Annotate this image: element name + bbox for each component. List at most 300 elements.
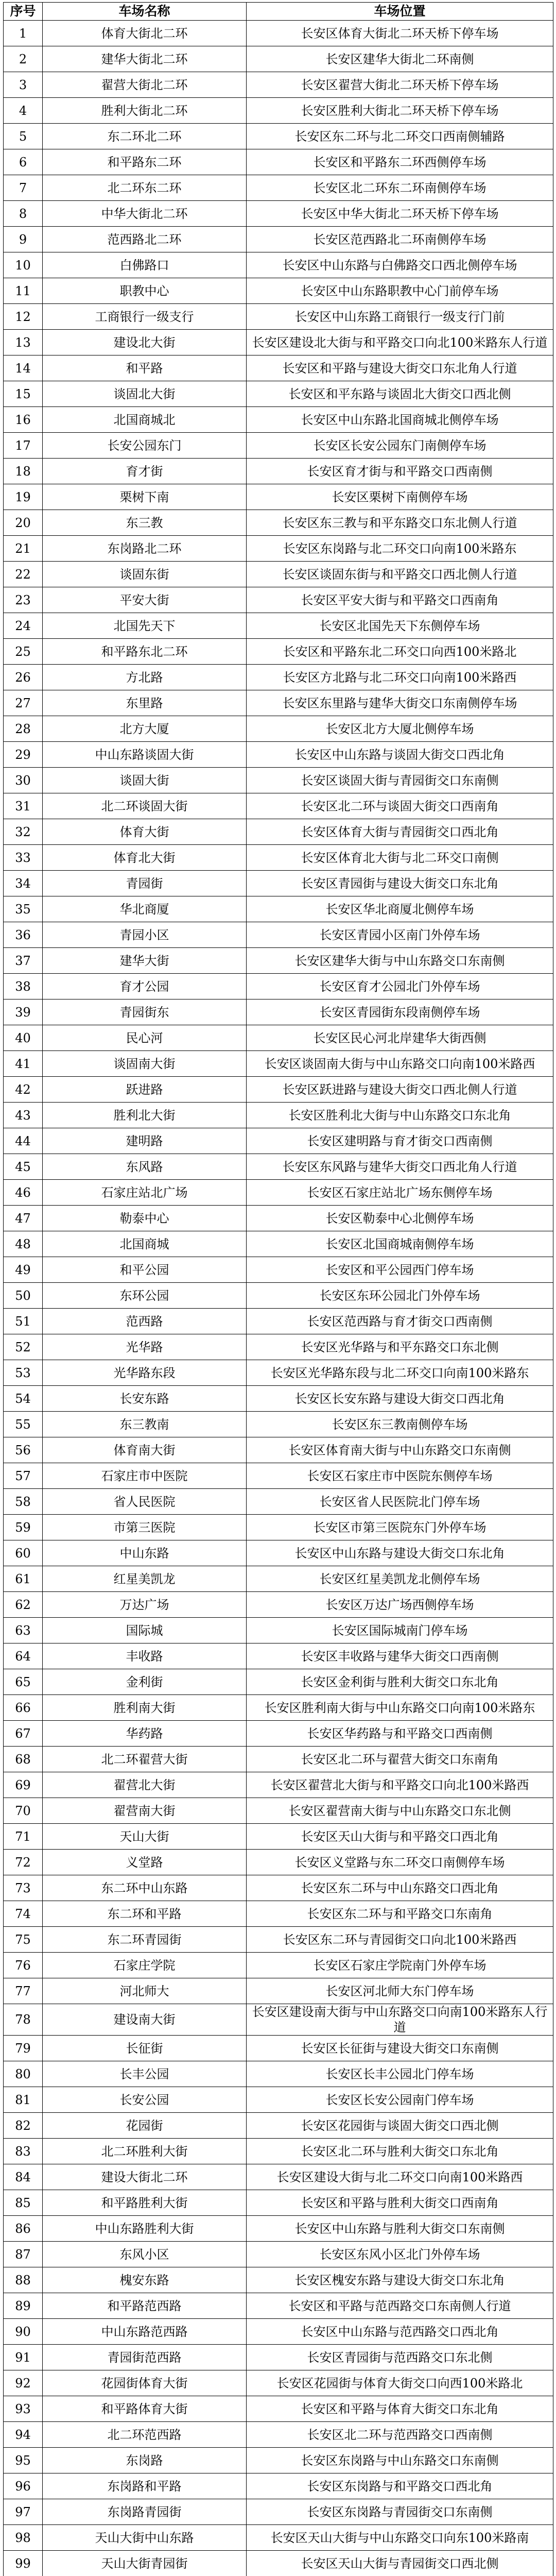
serial-number-cell: 28: [4, 716, 43, 742]
parking-location-cell: 长安区建设北大街与和平路交口向北100米路东人行道: [247, 330, 553, 355]
parking-location-cell: 长安区民心河北岸建华大街西侧: [247, 1025, 553, 1051]
parking-location-cell: 长安区胜利北大街与中山东路交口东北角: [247, 1103, 553, 1128]
parking-name-cell: 万达广场: [43, 1592, 247, 1618]
parking-name-cell: 东二环中山东路: [43, 1875, 247, 1901]
parking-location-cell: 长安区栗树下南侧停车场: [247, 484, 553, 510]
serial-number-cell: 49: [4, 1257, 43, 1283]
parking-location-cell: 长安区体育大街北二环天桥下停车场: [247, 21, 553, 46]
table-row: [4, 562, 553, 587]
serial-number-cell: 67: [4, 1721, 43, 1747]
serial-number-cell: 57: [4, 1463, 43, 1489]
parking-location-cell: 长安区东二环与青园街交口向北100米路西: [247, 1927, 553, 1953]
serial-number-cell: 44: [4, 1128, 43, 1154]
parking-name-cell: 谈固东街: [43, 562, 247, 587]
serial-number-cell: 21: [4, 536, 43, 562]
parking-name-cell: 育才街: [43, 459, 247, 484]
parking-name-cell: 体育大街: [43, 819, 247, 845]
table-row: [4, 2499, 553, 2525]
table-row: [4, 974, 553, 999]
table-row: [4, 639, 553, 665]
serial-number-cell: 82: [4, 2113, 43, 2139]
serial-number-cell: 96: [4, 2473, 43, 2499]
parking-name-cell: 中华大街北二环: [43, 201, 247, 227]
parking-name-cell: 平安大街: [43, 587, 247, 613]
table-row: [4, 1128, 553, 1154]
parking-name-cell: 市第三医院: [43, 1515, 247, 1540]
table-row: [4, 175, 553, 201]
table-row: [4, 1515, 553, 1540]
parking-name-cell: 光华路东段: [43, 1360, 247, 1386]
serial-number-cell: 34: [4, 871, 43, 896]
parking-location-cell: 长安区青园小区南门外停车场: [247, 922, 553, 948]
table-row: [4, 98, 553, 124]
parking-name-cell: 北二环谈固大街: [43, 793, 247, 819]
table-row: [4, 124, 553, 149]
parking-name-cell: 红星美凯龙: [43, 1566, 247, 1592]
serial-number-cell: 91: [4, 2345, 43, 2370]
table-row: [4, 407, 553, 433]
parking-name-cell: 长征街: [43, 2036, 247, 2061]
table-row: [4, 1334, 553, 1360]
parking-location-cell: 长安区中山东路与谈固大街交口西北角: [247, 742, 553, 768]
table-row: [4, 1283, 553, 1309]
serial-number-cell: 63: [4, 1618, 43, 1643]
parking-location-cell: 长安区丰收路与建华大街交口西南侧: [247, 1643, 553, 1669]
table-row: [4, 2396, 553, 2422]
parking-name-cell: 丰收路: [43, 1643, 247, 1669]
serial-number-cell: 92: [4, 2370, 43, 2396]
serial-number-cell: 87: [4, 2242, 43, 2267]
parking-location-cell: 长安区北二环与胜利大街交口东北角: [247, 2139, 553, 2164]
parking-location-cell: 长安区育才公园北门外停车场: [247, 974, 553, 999]
table-row: [4, 2370, 553, 2396]
table-row: [4, 149, 553, 175]
parking-name-cell: 青园街范西路: [43, 2345, 247, 2370]
parking-location-cell: 长安区长安东路与建设大街交口西北角: [247, 1386, 553, 1412]
table-row: [4, 1643, 553, 1669]
parking-location-cell: 长安区和平路与胜利大街交口西南角: [247, 2190, 553, 2216]
parking-name-cell: 义堂路: [43, 1850, 247, 1875]
parking-name-cell: 北国先天下: [43, 613, 247, 639]
parking-location-cell: 长安区天山大街与和平路交口西北角: [247, 1824, 553, 1850]
serial-number-cell: 79: [4, 2036, 43, 2061]
parking-name-cell: 方北路: [43, 665, 247, 690]
table-row: [4, 484, 553, 510]
serial-number-cell: 47: [4, 1206, 43, 1231]
parking-location-cell: 长安区范西路北二环南侧停车场: [247, 227, 553, 252]
serial-number-cell: 53: [4, 1360, 43, 1386]
table-row: [4, 1618, 553, 1643]
parking-location-cell: 长安区国际城南门停车场: [247, 1618, 553, 1643]
serial-number-cell: 50: [4, 1283, 43, 1309]
serial-number-cell: 71: [4, 1824, 43, 1850]
serial-number-cell: 89: [4, 2293, 43, 2319]
parking-location-cell: 长安区东岗路与和平路交口西北角: [247, 2473, 553, 2499]
parking-name-cell: 青园街东: [43, 999, 247, 1025]
parking-location-cell: 长安区翟营南大街与中山东路交口东北侧: [247, 1798, 553, 1824]
serial-number-cell: 64: [4, 1643, 43, 1669]
parking-name-cell: 中山东路胜利大街: [43, 2216, 247, 2242]
parking-name-cell: 东里路: [43, 690, 247, 716]
parking-name-cell: 和平路: [43, 355, 247, 381]
table-row: [4, 1721, 553, 1747]
serial-number-cell: 52: [4, 1334, 43, 1360]
parking-name-cell: 工商银行一级支行: [43, 304, 247, 330]
parking-location-cell: 长安区和平路与体育大街交口东北角: [247, 2396, 553, 2422]
serial-number-cell: 23: [4, 587, 43, 613]
parking-name-cell: 东岗路和平路: [43, 2473, 247, 2499]
table-row: [4, 1077, 553, 1103]
parking-name-cell: 和平路东北二环: [43, 639, 247, 665]
parking-name-cell: 翟营南大街: [43, 1798, 247, 1824]
table-row: [4, 1437, 553, 1463]
serial-number-cell: 56: [4, 1437, 43, 1463]
parking-location-cell: 长安区华药路与和平路交口西南侧: [247, 1721, 553, 1747]
parking-location-cell: 长安区石家庄市中医院东侧停车场: [247, 1463, 553, 1489]
parking-location-cell: 长安区东岗路与青园街交口东南侧: [247, 2499, 553, 2525]
table-row: [4, 742, 553, 768]
parking-location-cell: 长安区北二环与谈固大街交口西南角: [247, 793, 553, 819]
table-row: [4, 1540, 553, 1566]
parking-name-cell: 体育大街北二环: [43, 21, 247, 46]
parking-location-cell: 长安区长安公园南门停车场: [247, 2087, 553, 2113]
table-row: [4, 1695, 553, 1721]
parking-location-cell: 长安区东里路与建华大街交口东南侧停车场: [247, 690, 553, 716]
table-row: [4, 2473, 553, 2499]
parking-name-cell: 东风小区: [43, 2242, 247, 2267]
parking-name-cell: 华北商厦: [43, 896, 247, 922]
table-row: [4, 1231, 553, 1257]
parking-location-cell: 长安区平安大街与和平路交口西南角: [247, 587, 553, 613]
parking-name-cell: 谈固大街: [43, 768, 247, 793]
parking-name-cell: 东三教: [43, 510, 247, 536]
parking-name-cell: 东风路: [43, 1154, 247, 1180]
parking-name-cell: 体育北大街: [43, 845, 247, 871]
parking-name-cell: 东二环青园街: [43, 1927, 247, 1953]
parking-location-cell: 长安区和平路与范西路交口东南侧人行道: [247, 2293, 553, 2319]
parking-name-cell: 石家庄市中医院: [43, 1463, 247, 1489]
serial-number-cell: 24: [4, 613, 43, 639]
parking-name-cell: 北国商城: [43, 1231, 247, 1257]
parking-location-cell: 长安区北方大厦北侧停车场: [247, 716, 553, 742]
table-row: [4, 1463, 553, 1489]
table-row: [4, 1489, 553, 1515]
parking-name-cell: 谈固南大街: [43, 1051, 247, 1077]
serial-number-cell: 81: [4, 2087, 43, 2113]
serial-number-cell: 74: [4, 1901, 43, 1927]
parking-location-cell: 长安区翟营北大街与和平路交口向北100米路西: [247, 1772, 553, 1798]
parking-location-cell: 长安区青园街与范西路交口东北侧: [247, 2345, 553, 2370]
serial-number-cell: 65: [4, 1669, 43, 1695]
parking-location-cell: 长安区体育大街与青园街交口西北角: [247, 819, 553, 845]
parking-name-cell: 长安公园: [43, 2087, 247, 2113]
parking-location-cell: 长安区跃进路与建设大街交口西北侧人行道: [247, 1077, 553, 1103]
parking-location-cell: 长安区和平路与建设大街交口东北角人行道: [247, 355, 553, 381]
table-row: [4, 252, 553, 278]
table-row: [4, 768, 553, 793]
parking-location-cell: 长安区中山东路与白佛路交口西北侧停车场: [247, 252, 553, 278]
table-row: [4, 1592, 553, 1618]
table-row: [4, 227, 553, 252]
table-row: [4, 948, 553, 974]
parking-name-cell: 勒泰中心: [43, 1206, 247, 1231]
parking-location-cell: 长安区金利街与胜利大街交口东北角: [247, 1669, 553, 1695]
parking-location-cell: 长安区勒泰中心北侧停车场: [247, 1206, 553, 1231]
parking-location-cell: 长安区和平路东北二环交口向西100米路北: [247, 639, 553, 665]
serial-number-cell: 22: [4, 562, 43, 587]
table-row: [4, 2087, 553, 2113]
header-row: [4, 3, 553, 21]
table-row: [4, 1206, 553, 1231]
parking-name-cell: 花园街: [43, 2113, 247, 2139]
serial-number-cell: 46: [4, 1180, 43, 1206]
parking-location-cell: 长安区北国先天下东侧停车场: [247, 613, 553, 639]
table-row: [4, 1103, 553, 1128]
parking-name-cell: 谈固北大街: [43, 381, 247, 407]
parking-name-cell: 翟营大街北二环: [43, 72, 247, 98]
table-row: [4, 665, 553, 690]
serial-number-cell: 45: [4, 1154, 43, 1180]
serial-number-cell: 36: [4, 922, 43, 948]
parking-location-cell: 长安区义堂路与东二环交口南侧停车场: [247, 1850, 553, 1875]
header-parking-location: 车场位置: [247, 3, 553, 21]
parking-name-cell: 建华大街北二环: [43, 46, 247, 72]
table-row: [4, 381, 553, 407]
parking-location-cell: 长安区体育南大街与中山东路交口东南侧: [247, 1437, 553, 1463]
parking-name-cell: 体育南大街: [43, 1437, 247, 1463]
serial-number-cell: 6: [4, 149, 43, 175]
parking-location-cell: 长安区东岗路与中山东路交口东南侧: [247, 2448, 553, 2473]
serial-number-cell: 38: [4, 974, 43, 999]
parking-location-cell: 长安区光华路与和平东路交口东北侧: [247, 1334, 553, 1360]
parking-name-cell: 东岗路青园街: [43, 2499, 247, 2525]
table-row: [4, 1927, 553, 1953]
table-row: [4, 2004, 553, 2036]
table-row: [4, 896, 553, 922]
table-row: [4, 2242, 553, 2267]
parking-location-cell: 长安区天山大街与中山东路交口向东100米路南: [247, 2525, 553, 2551]
parking-name-cell: 和平路胜利大街: [43, 2190, 247, 2216]
table-row: [4, 201, 553, 227]
parking-location-cell: 长安区中山东路职教中心门前停车场: [247, 278, 553, 304]
parking-name-cell: 跃进路: [43, 1077, 247, 1103]
parking-location-cell: 长安区东风路与建华大街交口西北角人行道: [247, 1154, 553, 1180]
parking-name-cell: 中山东路谈固大街: [43, 742, 247, 768]
parking-location-cell: 长安区和平路东二环西侧停车场: [247, 149, 553, 175]
parking-location-cell: 长安区和平公园西门停车场: [247, 1257, 553, 1283]
parking-location-cell: 长安区北二环与范西路交口西南侧: [247, 2422, 553, 2448]
serial-number-cell: 33: [4, 845, 43, 871]
parking-name-cell: 栗树下南: [43, 484, 247, 510]
table-row: [4, 2422, 553, 2448]
parking-location-cell: 长安区东三教与和平东路交口东北侧人行道: [247, 510, 553, 536]
parking-location-cell: 长安区体育北大街与北二环交口南侧: [247, 845, 553, 871]
header-serial-number: 序号: [4, 3, 43, 21]
serial-number-cell: 60: [4, 1540, 43, 1566]
parking-name-cell: 天山大街: [43, 1824, 247, 1850]
table-row: [4, 536, 553, 562]
parking-table: [3, 2, 553, 2576]
parking-location-cell: 长安区中山东路北国商城北侧停车场: [247, 407, 553, 433]
table-row: [4, 1953, 553, 1978]
parking-location-cell: 长安区长安公园东门南侧停车场: [247, 433, 553, 459]
table-row: [4, 1386, 553, 1412]
parking-name-cell: 天山大街中山东路: [43, 2525, 247, 2551]
serial-number-cell: 86: [4, 2216, 43, 2242]
parking-name-cell: 北方大厦: [43, 716, 247, 742]
serial-number-cell: 16: [4, 407, 43, 433]
parking-name-cell: 槐安东路: [43, 2267, 247, 2293]
parking-name-cell: 建华大街: [43, 948, 247, 974]
header-parking-name: 车场名称: [43, 3, 247, 21]
parking-name-cell: 职教中心: [43, 278, 247, 304]
serial-number-cell: 72: [4, 1850, 43, 1875]
parking-name-cell: 北二环范西路: [43, 2422, 247, 2448]
serial-number-cell: 61: [4, 1566, 43, 1592]
serial-number-cell: 90: [4, 2319, 43, 2345]
serial-number-cell: 59: [4, 1515, 43, 1540]
table-row: [4, 72, 553, 98]
parking-name-cell: 东二环北二环: [43, 124, 247, 149]
table-row: [4, 1154, 553, 1180]
parking-name-cell: 民心河: [43, 1025, 247, 1051]
parking-location-cell: 长安区中华大街北二环天桥下停车场: [247, 201, 553, 227]
parking-location-cell: 长安区和平东路与谈固北大街交口西北侧: [247, 381, 553, 407]
serial-number-cell: 85: [4, 2190, 43, 2216]
serial-number-cell: 51: [4, 1309, 43, 1334]
parking-location-cell: 长安区槐安东路与建设大街交口东北角: [247, 2267, 553, 2293]
serial-number-cell: 48: [4, 1231, 43, 1257]
serial-number-cell: 13: [4, 330, 43, 355]
serial-number-cell: 73: [4, 1875, 43, 1901]
serial-number-cell: 54: [4, 1386, 43, 1412]
parking-name-cell: 胜利南大街: [43, 1695, 247, 1721]
parking-location-cell: 长安区建华大街与中山东路交口东南侧: [247, 948, 553, 974]
parking-location-cell: 长安区谈固南大街与中山东路交口向南100米路西: [247, 1051, 553, 1077]
serial-number-cell: 17: [4, 433, 43, 459]
parking-name-cell: 东环公园: [43, 1283, 247, 1309]
parking-name-cell: 和平路体育大街: [43, 2396, 247, 2422]
table-row: [4, 1772, 553, 1798]
parking-name-cell: 东岗路北二环: [43, 536, 247, 562]
parking-location-cell: 长安区建设大街与北二环交口向南100米路西: [247, 2164, 553, 2190]
table-row: [4, 1360, 553, 1386]
parking-name-cell: 长丰公园: [43, 2061, 247, 2087]
table-row: [4, 1901, 553, 1927]
serial-number-cell: 88: [4, 2267, 43, 2293]
parking-name-cell: 建设北大街: [43, 330, 247, 355]
table-row: [4, 1566, 553, 1592]
parking-name-cell: 和平公园: [43, 1257, 247, 1283]
serial-number-cell: 84: [4, 2164, 43, 2190]
serial-number-cell: 19: [4, 484, 43, 510]
serial-number-cell: 1: [4, 21, 43, 46]
serial-number-cell: 3: [4, 72, 43, 98]
parking-location-cell: 长安区青园街与建设大街交口东北角: [247, 871, 553, 896]
table-row: [4, 999, 553, 1025]
table-row: [4, 690, 553, 716]
parking-name-cell: 北二环东二环: [43, 175, 247, 201]
parking-name-cell: 胜利大街北二环: [43, 98, 247, 124]
serial-number-cell: 18: [4, 459, 43, 484]
parking-location-cell: 长安区花园街与谈固大街交口西北侧: [247, 2113, 553, 2139]
parking-name-cell: 国际城: [43, 1618, 247, 1643]
serial-number-cell: 97: [4, 2499, 43, 2525]
table-row: [4, 1798, 553, 1824]
parking-name-cell: 长安东路: [43, 1386, 247, 1412]
serial-number-cell: 93: [4, 2396, 43, 2422]
table-row: [4, 871, 553, 896]
parking-location-cell: 长安区北二环与翟营大街交口东南角: [247, 1747, 553, 1772]
parking-name-cell: 建明路: [43, 1128, 247, 1154]
parking-location-cell: 长安区红星美凯龙北侧停车场: [247, 1566, 553, 1592]
serial-number-cell: 26: [4, 665, 43, 690]
parking-name-cell: 和平路东二环: [43, 149, 247, 175]
serial-number-cell: 98: [4, 2525, 43, 2551]
table-row: [4, 2293, 553, 2319]
table-row: [4, 1747, 553, 1772]
parking-location-cell: 长安区谈固东街与和平路交口西北侧人行道: [247, 562, 553, 587]
table-row: [4, 2164, 553, 2190]
parking-name-cell: 北二环胜利大街: [43, 2139, 247, 2164]
table-row: [4, 278, 553, 304]
parking-name-cell: 翟营北大街: [43, 1772, 247, 1798]
parking-location-cell: 长安区谈固大街与青园街交口东南侧: [247, 768, 553, 793]
parking-location-cell: 长安区东环公园北门外停车场: [247, 1283, 553, 1309]
serial-number-cell: 99: [4, 2551, 43, 2576]
parking-location-cell: 长安区石家庄学院南门外停车场: [247, 1953, 553, 1978]
parking-location-cell: 长安区方北路与北二环交口向南100米路西: [247, 665, 553, 690]
parking-location-cell: 长安区市第三医院东门外停车场: [247, 1515, 553, 1540]
parking-name-cell: 青园街: [43, 871, 247, 896]
serial-number-cell: 43: [4, 1103, 43, 1128]
serial-number-cell: 30: [4, 768, 43, 793]
serial-number-cell: 29: [4, 742, 43, 768]
parking-name-cell: 中山东路范西路: [43, 2319, 247, 2345]
table-row: [4, 1875, 553, 1901]
table-row: [4, 922, 553, 948]
table-row: [4, 1850, 553, 1875]
table-row: [4, 2525, 553, 2551]
parking-name-cell: 东三教南: [43, 1412, 247, 1437]
parking-name-cell: 石家庄学院: [43, 1953, 247, 1978]
serial-number-cell: 95: [4, 2448, 43, 2473]
parking-name-cell: 北二环翟营大街: [43, 1747, 247, 1772]
serial-number-cell: 37: [4, 948, 43, 974]
parking-location-cell: 长安区河北师大东门停车场: [247, 1978, 553, 2004]
parking-location-cell: 长安区长征街与建设大街交口东南侧: [247, 2036, 553, 2061]
table-row: [4, 433, 553, 459]
parking-name-cell: 范西路: [43, 1309, 247, 1334]
table-row: [4, 613, 553, 639]
table-row: [4, 459, 553, 484]
table-row: [4, 2216, 553, 2242]
table-row: [4, 2267, 553, 2293]
parking-name-cell: 胜利北大街: [43, 1103, 247, 1128]
parking-location-cell: 长安区东二环与中山东路交口西北角: [247, 1875, 553, 1901]
parking-name-cell: 白佛路口: [43, 252, 247, 278]
parking-location-cell: 长安区天山大街与青园街交口西北侧: [247, 2551, 553, 2576]
serial-number-cell: 27: [4, 690, 43, 716]
serial-number-cell: 10: [4, 252, 43, 278]
serial-number-cell: 31: [4, 793, 43, 819]
serial-number-cell: 83: [4, 2139, 43, 2164]
table-row: [4, 1978, 553, 2004]
parking-location-cell: 长安区建华大街北二环南侧: [247, 46, 553, 72]
parking-location-cell: 长安区中山东路与范西路交口西北角: [247, 2319, 553, 2345]
table-row: [4, 2345, 553, 2370]
parking-location-cell: 长安区东风小区北门外停车场: [247, 2242, 553, 2267]
